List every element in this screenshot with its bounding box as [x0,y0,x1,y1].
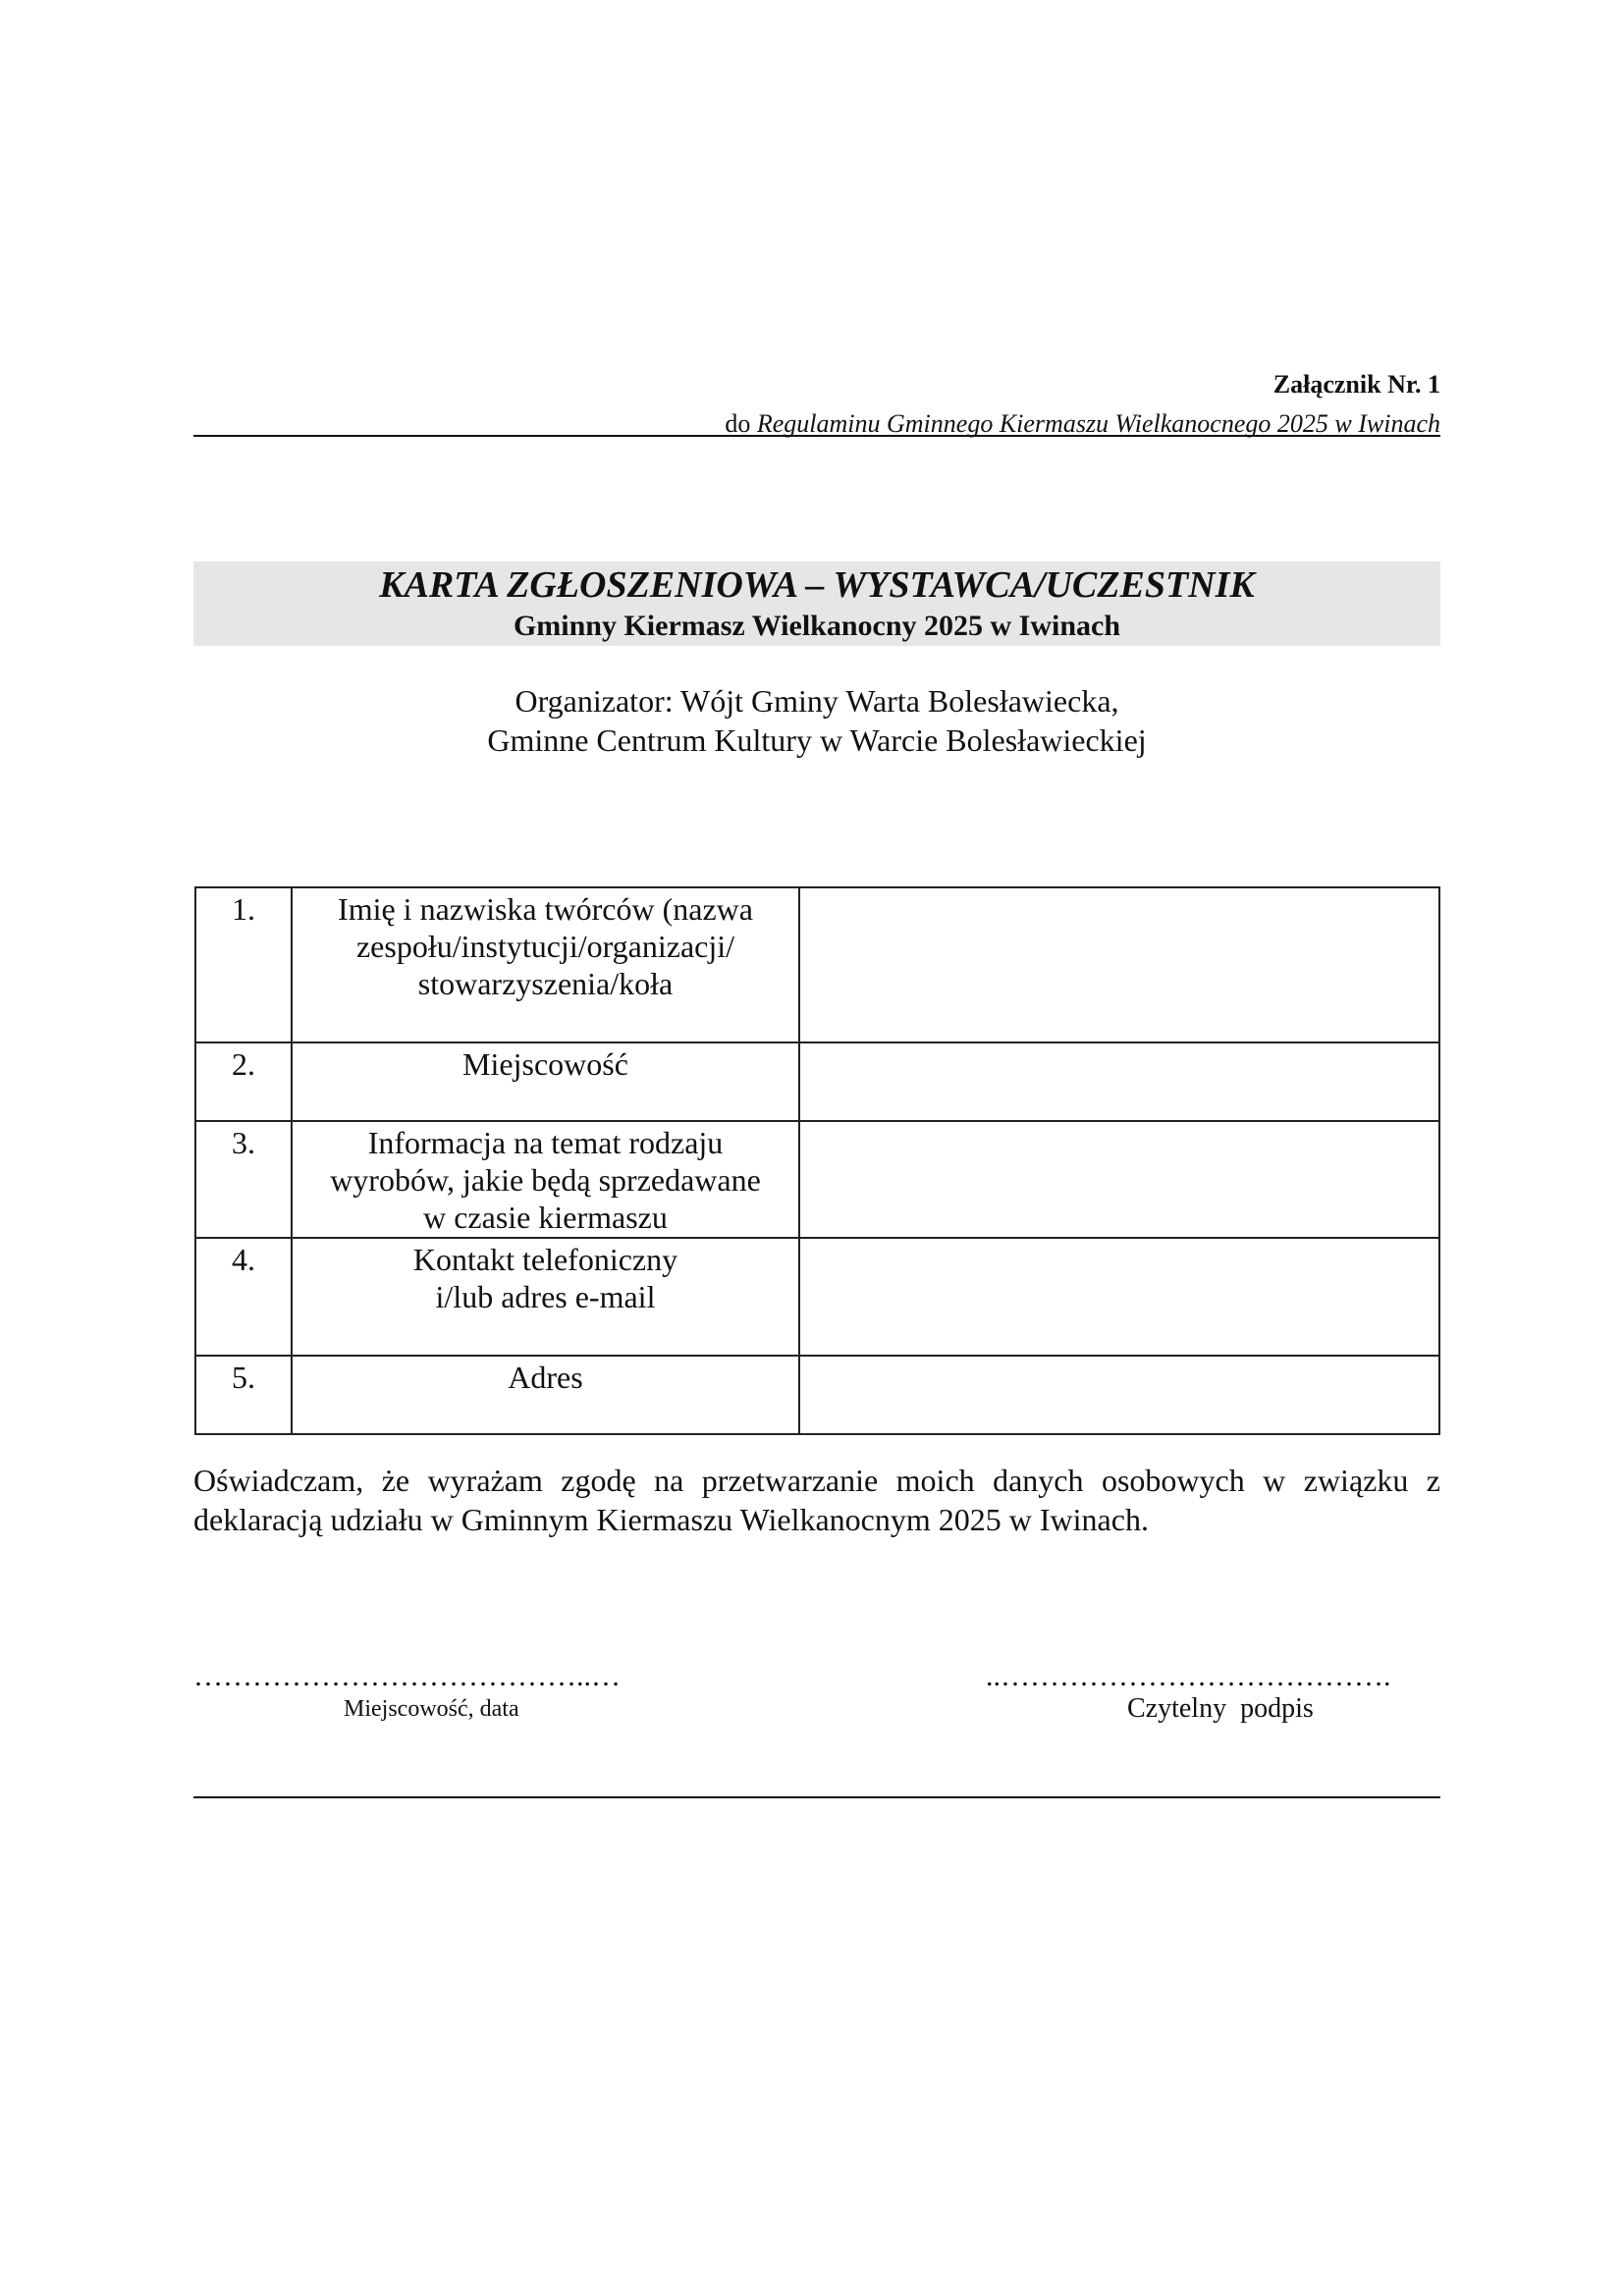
row-label [292,1042,799,1121]
locality-field[interactable] [799,1042,1439,1121]
attachment-reference [193,404,1440,444]
organizer-line-2: Gminne Centrum Kultury w Warcie Bolesławieckiej [487,722,1147,758]
organizer-line-1: Organizator: Wójt Gminy Warta Bolesławiecka, [514,683,1119,719]
label-line: stowarzyszenia/koła [417,966,674,1001]
attachment-ref-title: Regulaminu Gminnego Kiermaszu Wielkanocnego 2025 w Iwinach [756,409,1440,438]
label-line: i/lub adres e-mail [435,1279,656,1314]
label-line: Miejscowość [462,1046,628,1082]
row-label [292,1121,799,1238]
row-number: 5. [195,1356,292,1434]
table-row [195,1121,1439,1238]
label-line: zespołu/instytucji/organizacji/ [355,929,735,964]
row-label [292,1356,799,1434]
row-label [292,887,799,1042]
row-label [292,1238,799,1356]
form-title: KARTA ZGŁOSZENIOWA – WYSTAWCA/UCZESTNIK [379,564,1255,606]
row-number: 3. [195,1121,292,1238]
contact-field[interactable] [799,1238,1439,1356]
attachment-header [193,365,1440,444]
creators-name-field[interactable] [799,887,1439,1042]
attachment-ref-prefix: do [725,409,757,438]
table-row [195,1238,1439,1356]
row-number: 2. [195,1042,292,1121]
attachment-number: Załącznik Nr. 1 [1272,370,1440,399]
consent-declaration: Oświadczam, że wyrażam zgodę na przetwarzanie moich danych osobowych w związku z deklaracją udziału w Gminnym Kiermaszu Wielkanocnym 2025 w Iwinach. [193,1463,1440,1537]
title-banner [193,561,1440,646]
registration-form-table [194,886,1440,1435]
place-date-label: Miejscowość, data [344,1696,519,1722]
footer-divider [193,1796,1440,1798]
signature-line[interactable]: ..…………………………………. [986,1660,1391,1692]
label-line: Kontakt telefoniczny [412,1242,678,1277]
row-number: 1. [195,887,292,1042]
header-divider [193,435,1440,437]
form-subtitle: Gminny Kiermasz Wielkanocny 2025 w Iwinach [513,610,1121,642]
label-line: w czasie kiermaszu [423,1200,668,1235]
label-line: Informacja na temat rodzaju [367,1125,724,1160]
row-number: 4. [195,1238,292,1356]
table-row [195,1042,1439,1121]
label-line: Adres [508,1360,583,1395]
label-line: Imię i nazwiska twórców (nazwa [338,891,753,927]
address-field[interactable] [799,1356,1439,1434]
table-row [195,887,1439,1042]
signature-label: Czytelny podpis [1127,1693,1314,1724]
label-line: wyrobów, jakie będą sprzedawane [330,1162,761,1198]
products-info-field[interactable] [799,1121,1439,1238]
table-row [195,1356,1439,1434]
place-date-line[interactable]: …………………………………..… [193,1660,621,1692]
organizer-info [193,681,1440,760]
